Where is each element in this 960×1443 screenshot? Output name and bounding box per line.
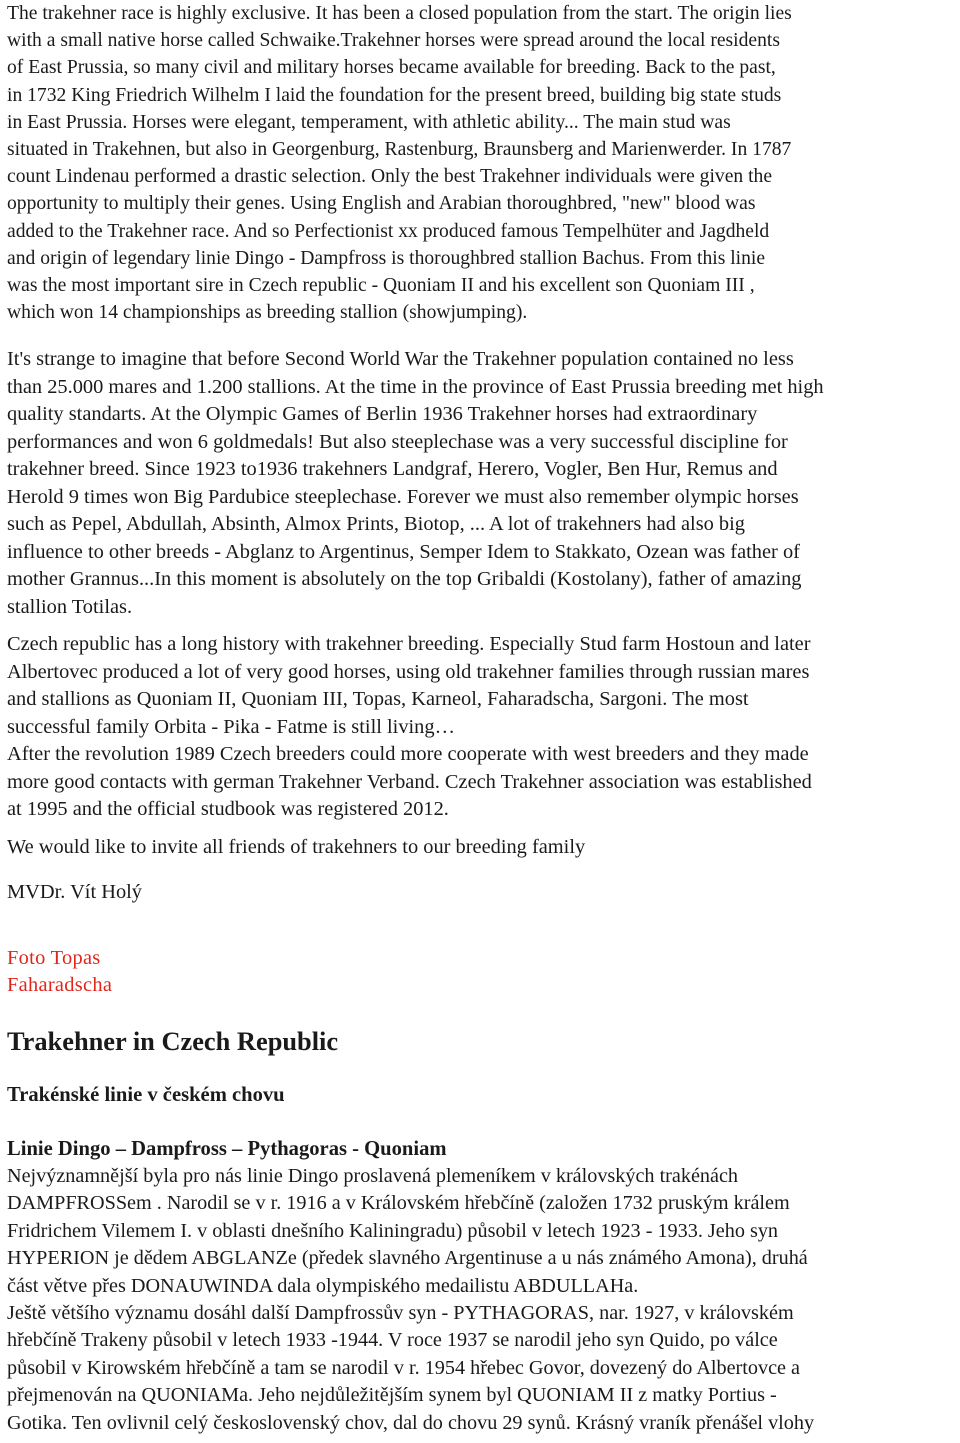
history-paragraph [7,346,957,621]
text-line: influence to other breeds - Abglanz to Argentinus, Semper Idem to Stakkato, Ozean was father of [7,540,800,563]
text-line: The trakehner race is highly exclusive. It has been a closed population from the start. The origin lies [7,3,792,24]
text-line: and stallions as Quoniam II, Quoniam III, Topas, Karneol, Faharadscha, Sargoni. The most [7,688,749,711]
invite-text: We would like to invite all friends of trakehners to our breeding family [7,835,586,858]
text-line: stallion Totilas. [7,595,133,618]
text-line: It's strange to imagine that before Second World War the Trakehner population contained no less [7,348,794,371]
subsection-heading: Linie Dingo – Dampfross – Pythagoras - Quoniam [7,1137,447,1160]
text-line: in East Prussia. Horses were elegant, temperament, with athletic ability... The main stud was [7,111,731,133]
text-line: hřebčíně Trakeny působil v letech 1933 -1944. V roce 1937 se narodil jeho syn Quido, po válce [7,1329,778,1352]
text-line: působil v Kirowském hřebčíně a tam se narodil v r. 1954 hřebec Govor, dovezený do Albertovce a [7,1356,801,1379]
text-line: added to the Trakehner race. And so Perfectionist xx produced famous Tempelhüter and Jagdheld [7,220,770,242]
section-heading: Trakénské linie v českém chovu [7,1083,285,1106]
link-foto-topas[interactable]: Foto Topas [7,946,101,969]
text-line: Czech republic has a long history with trakehner breeding. Especially Stud farm Hostoun and later [7,633,811,656]
text-line: část větve přes DONAUWINDA dala olympiského medailistu ABDULLAHa. [7,1274,639,1297]
text-line: of East Prussia, so many civil and military horses became available for breeding. Back to the past, [7,57,776,79]
text-line: in 1732 King Friedrich Wilhelm I laid the foundation for the present breed, building big state studs [7,84,782,106]
text-line: přejmenován na QUONIAMa. Jeho nejdůležitějším synem byl QUONIAM II z matky Portius - [7,1384,777,1407]
text-line: Herold 9 times won Big Pardubice steeplechase. Forever we must also remember olympic horses [7,485,799,508]
text-line: which won 14 championships as breeding stallion (showjumping). [7,302,528,324]
link-faharadscha[interactable]: Faharadscha [7,973,113,996]
text-line: Albertovec produced a lot of very good horses, using old trakehner families through russian mares [7,660,810,683]
text-line: After the revolution 1989 Czech breeders could more cooperate with west breeders and they made [7,743,809,766]
page-title: Trakehner in Czech Republic [7,1025,339,1056]
czech-history-paragraph [7,631,957,824]
text-line: DAMPFROSSem . Narodil se v r. 1916 a v Královském hřebčíně (založen 1732 pruským králem [7,1192,790,1215]
signature: MVDr. Vít Holý [7,881,143,904]
text-line: at 1995 and the official studbook was registered 2012. [7,798,449,821]
text-line: Nejvýznamnější byla pro nás linie Dingo proslavená plemeníkem v královských trakénách [7,1164,739,1187]
text-line: mother Grannus...In this moment is absolutely on the top Gribaldi (Kostolany), father of amazing [7,568,802,591]
text-line: with a small native horse called Schwaike.Trakehner horses were spread around the local residents [7,30,780,52]
intro-paragraph [7,0,957,326]
text-line: such as Pepel, Abdullah, Absinth, Almox Prints, Biotop, ... A lot of trakehners had also big [7,513,745,536]
text-line: more good contacts with german Trakehner Verband. Czech Trakehner association was established [7,770,812,793]
text-line: performances and won 6 goldmedals! But also steeplechase was a very successful discipline for [7,430,788,453]
text-line: Fridrichem Vilemem I. v oblasti dnešního Kaliningradu) působil v letech 1923 - 1933. Jeho syn [7,1219,779,1242]
text-line: HYPERION je dědem ABGLANZe (předek slavného Argentinuse a u nás známého Amona), druhá [7,1247,808,1270]
text-line: trakehner breed. Since 1923 to1936 trakehners Landgraf, Herero, Vogler, Ben Hur, Remus and [7,458,778,481]
text-line: and origin of legendary linie Dingo - Dampfross is thoroughbred stallion Bachus. From this linie [7,247,766,269]
text-line: situated in Trakehnen, but also in Georgenburg, Rastenburg, Braunsberg and Marienwerder. In 1787 [7,139,792,161]
document-page [7,0,957,1437]
text-line: opportunity to multiply their genes. Using English and Arabian thoroughbred, "new" blood was [7,193,756,215]
text-line: than 25.000 mares and 1.200 stallions. At the time in the province of East Prussia breeding met high [7,375,824,398]
text-line: Gotika. Ten ovlivnil celý československý chov, dal do chovu 29 synů. Krásný vraník přenášel vlohy [7,1411,815,1434]
text-line: successful family Orbita - Pika - Fatme is still living… [7,715,455,738]
czech-text-paragraph [7,1163,957,1437]
text-line: count Lindenau performed a drastic selection. Only the best Trakehner individuals were given the [7,166,773,188]
text-line: quality standarts. At the Olympic Games of Berlin 1936 Trakehner horses had extraordinary [7,403,758,426]
text-line: Ještě většího významu dosáhl další Dampfrossův syn - PYTHAGORAS, nar. 1927, v královském [7,1301,794,1324]
text-line: was the most important sire in Czech republic - Quoniam II and his excellent son Quoniam III , [7,275,755,297]
